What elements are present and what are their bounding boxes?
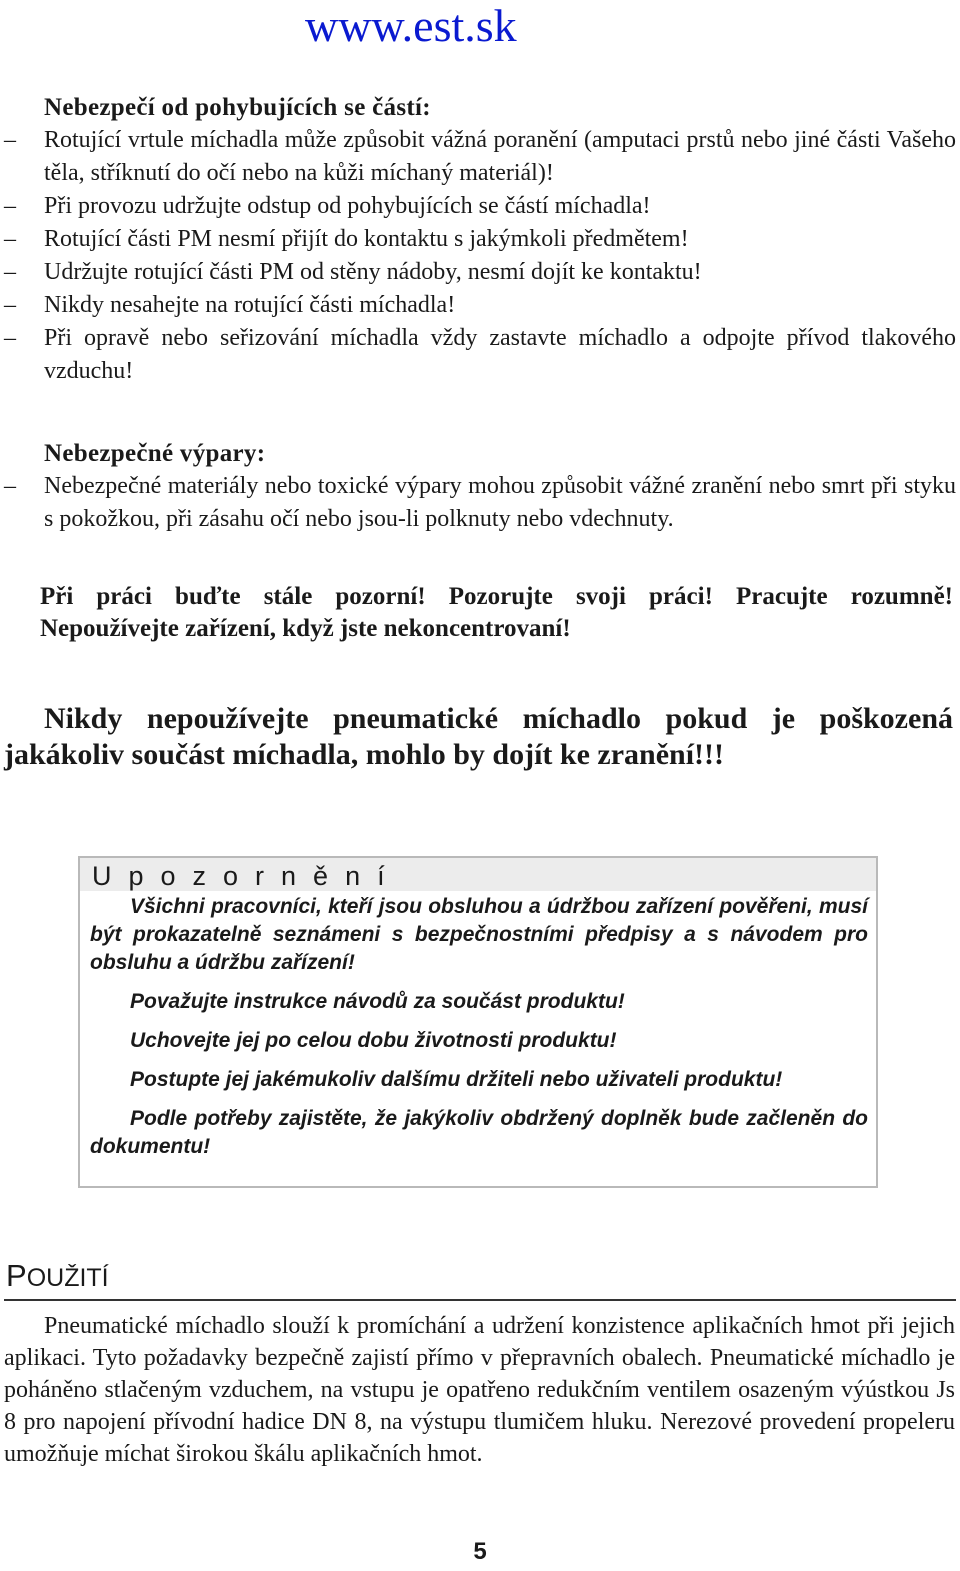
list-item-text: Při provozu udržujte odstup od pohybujících se částí míchadla!: [44, 193, 651, 219]
notice-box-title: Upozornění: [80, 858, 876, 891]
list-item: [0, 124, 956, 190]
dash-bullet-icon: –: [4, 127, 16, 153]
heading-divider: [4, 1299, 956, 1301]
attention-line-1: Při práci buďte stále pozorní! Pozorujte svoji práci! Pracujte rozumně!: [40, 583, 953, 610]
moving-parts-heading: Nebezpečí od pohybujících se částí:: [44, 94, 431, 121]
site-url[interactable]: www.est.sk: [305, 0, 517, 51]
list-item: [0, 322, 956, 388]
notice-box-body: [80, 893, 876, 1161]
list-item-text: Rotující části PM nesmí přijít do kontaktu s jakýmkoli předmětem!: [44, 226, 689, 252]
notice-paragraph: Všichni pracovníci, kteří jsou obsluhou a údržbou zařízení pověřeni, musí být prokazatelně seznámeni s bezpečnostními předpisy a s návodem pro obsluhu a údržbu zařízení!: [90, 895, 868, 974]
dash-bullet-icon: –: [4, 325, 16, 351]
notice-paragraph: Uchovejte jej po celou dobu životnosti produktu!: [130, 1029, 617, 1052]
usage-heading: [6, 1258, 109, 1294]
list-item: [0, 256, 956, 289]
damage-warning-line-2: jakákoliv součást míchadla, mohlo by dojít ke zranění!!!: [4, 738, 725, 771]
list-item-text: Rotující vrtule míchadla může způsobit vážná poranění (amputaci prstů nebo jiné části Vašeho těla, stříknutí do očí nebo na kůži míchaný materiál)!: [44, 127, 956, 186]
fumes-section: [0, 438, 960, 536]
damage-warning: [0, 701, 953, 773]
dash-bullet-icon: –: [4, 473, 16, 499]
list-item: [0, 470, 956, 536]
dash-bullet-icon: –: [4, 193, 16, 219]
damage-warning-line-1: Nikdy nepoužívejte pneumatické míchadlo pokud je poškozená: [44, 702, 953, 735]
moving-parts-section: [0, 92, 960, 388]
usage-text: Pneumatické míchadlo slouží k promíchání a udržení konzistence aplikačních hmot při jejich aplikaci. Tyto požadavky bezpečně zajistí přímo v přepravních obalech. Pneumatické míchadlo je poháněno stlačeným vzduchem, na vstupu je opatřeno redukčním ventilem osazeným výústkou Js 8 pro napojení přívodní hadice DN 8, na výstupu tlumičem hluku. Nerezové provedení propeleru umožňuje míchat širokou škálu aplikačních hmot.: [4, 1313, 955, 1467]
usage-paragraph: [4, 1310, 955, 1470]
dash-bullet-icon: –: [4, 259, 16, 285]
list-item: [0, 289, 956, 322]
dash-bullet-icon: –: [4, 292, 16, 318]
notice-paragraph: Postupte jej jakémukoliv dalšímu držiteli nebo uživateli produktu!: [130, 1068, 783, 1091]
attention-line-2: Nepoužívejte zařízení, když jste nekoncentrovaní!: [40, 615, 571, 642]
notice-paragraph: Podle potřeby zajistěte, že jakýkoliv obdržený doplněk bude začleněn do dokumentu!: [90, 1107, 868, 1158]
list-item: [0, 223, 956, 256]
list-item-text: Nikdy nesahejte na rotující části míchadla!: [44, 292, 456, 318]
list-item-text: Při opravě nebo seřizování míchadla vždy zastavte míchadlo a odpojte přívod tlakového vzduchu!: [44, 325, 956, 384]
attention-paragraph: [40, 581, 953, 645]
page-number: 5: [473, 1538, 487, 1565]
notice-paragraph: Považujte instrukce návodů za součást produktu!: [130, 990, 625, 1013]
dash-bullet-icon: –: [4, 226, 16, 252]
list-item-text: Udržujte rotující části PM od stěny nádoby, nesmí dojít ke kontaktu!: [44, 259, 702, 285]
list-item-text: Nebezpečné materiály nebo toxické výpary mohou způsobit vážné zranění nebo smrt při styku s pokožkou, při zásahu očí nebo jsou-li polknuty nebo vdechnuty.: [44, 473, 956, 532]
fumes-heading: Nebezpečné výpary:: [44, 440, 266, 467]
list-item: [0, 190, 956, 223]
notice-box: [78, 856, 878, 1188]
usage-heading-rest: OUŽITÍ: [26, 1264, 109, 1292]
usage-heading-initial: P: [6, 1258, 27, 1293]
